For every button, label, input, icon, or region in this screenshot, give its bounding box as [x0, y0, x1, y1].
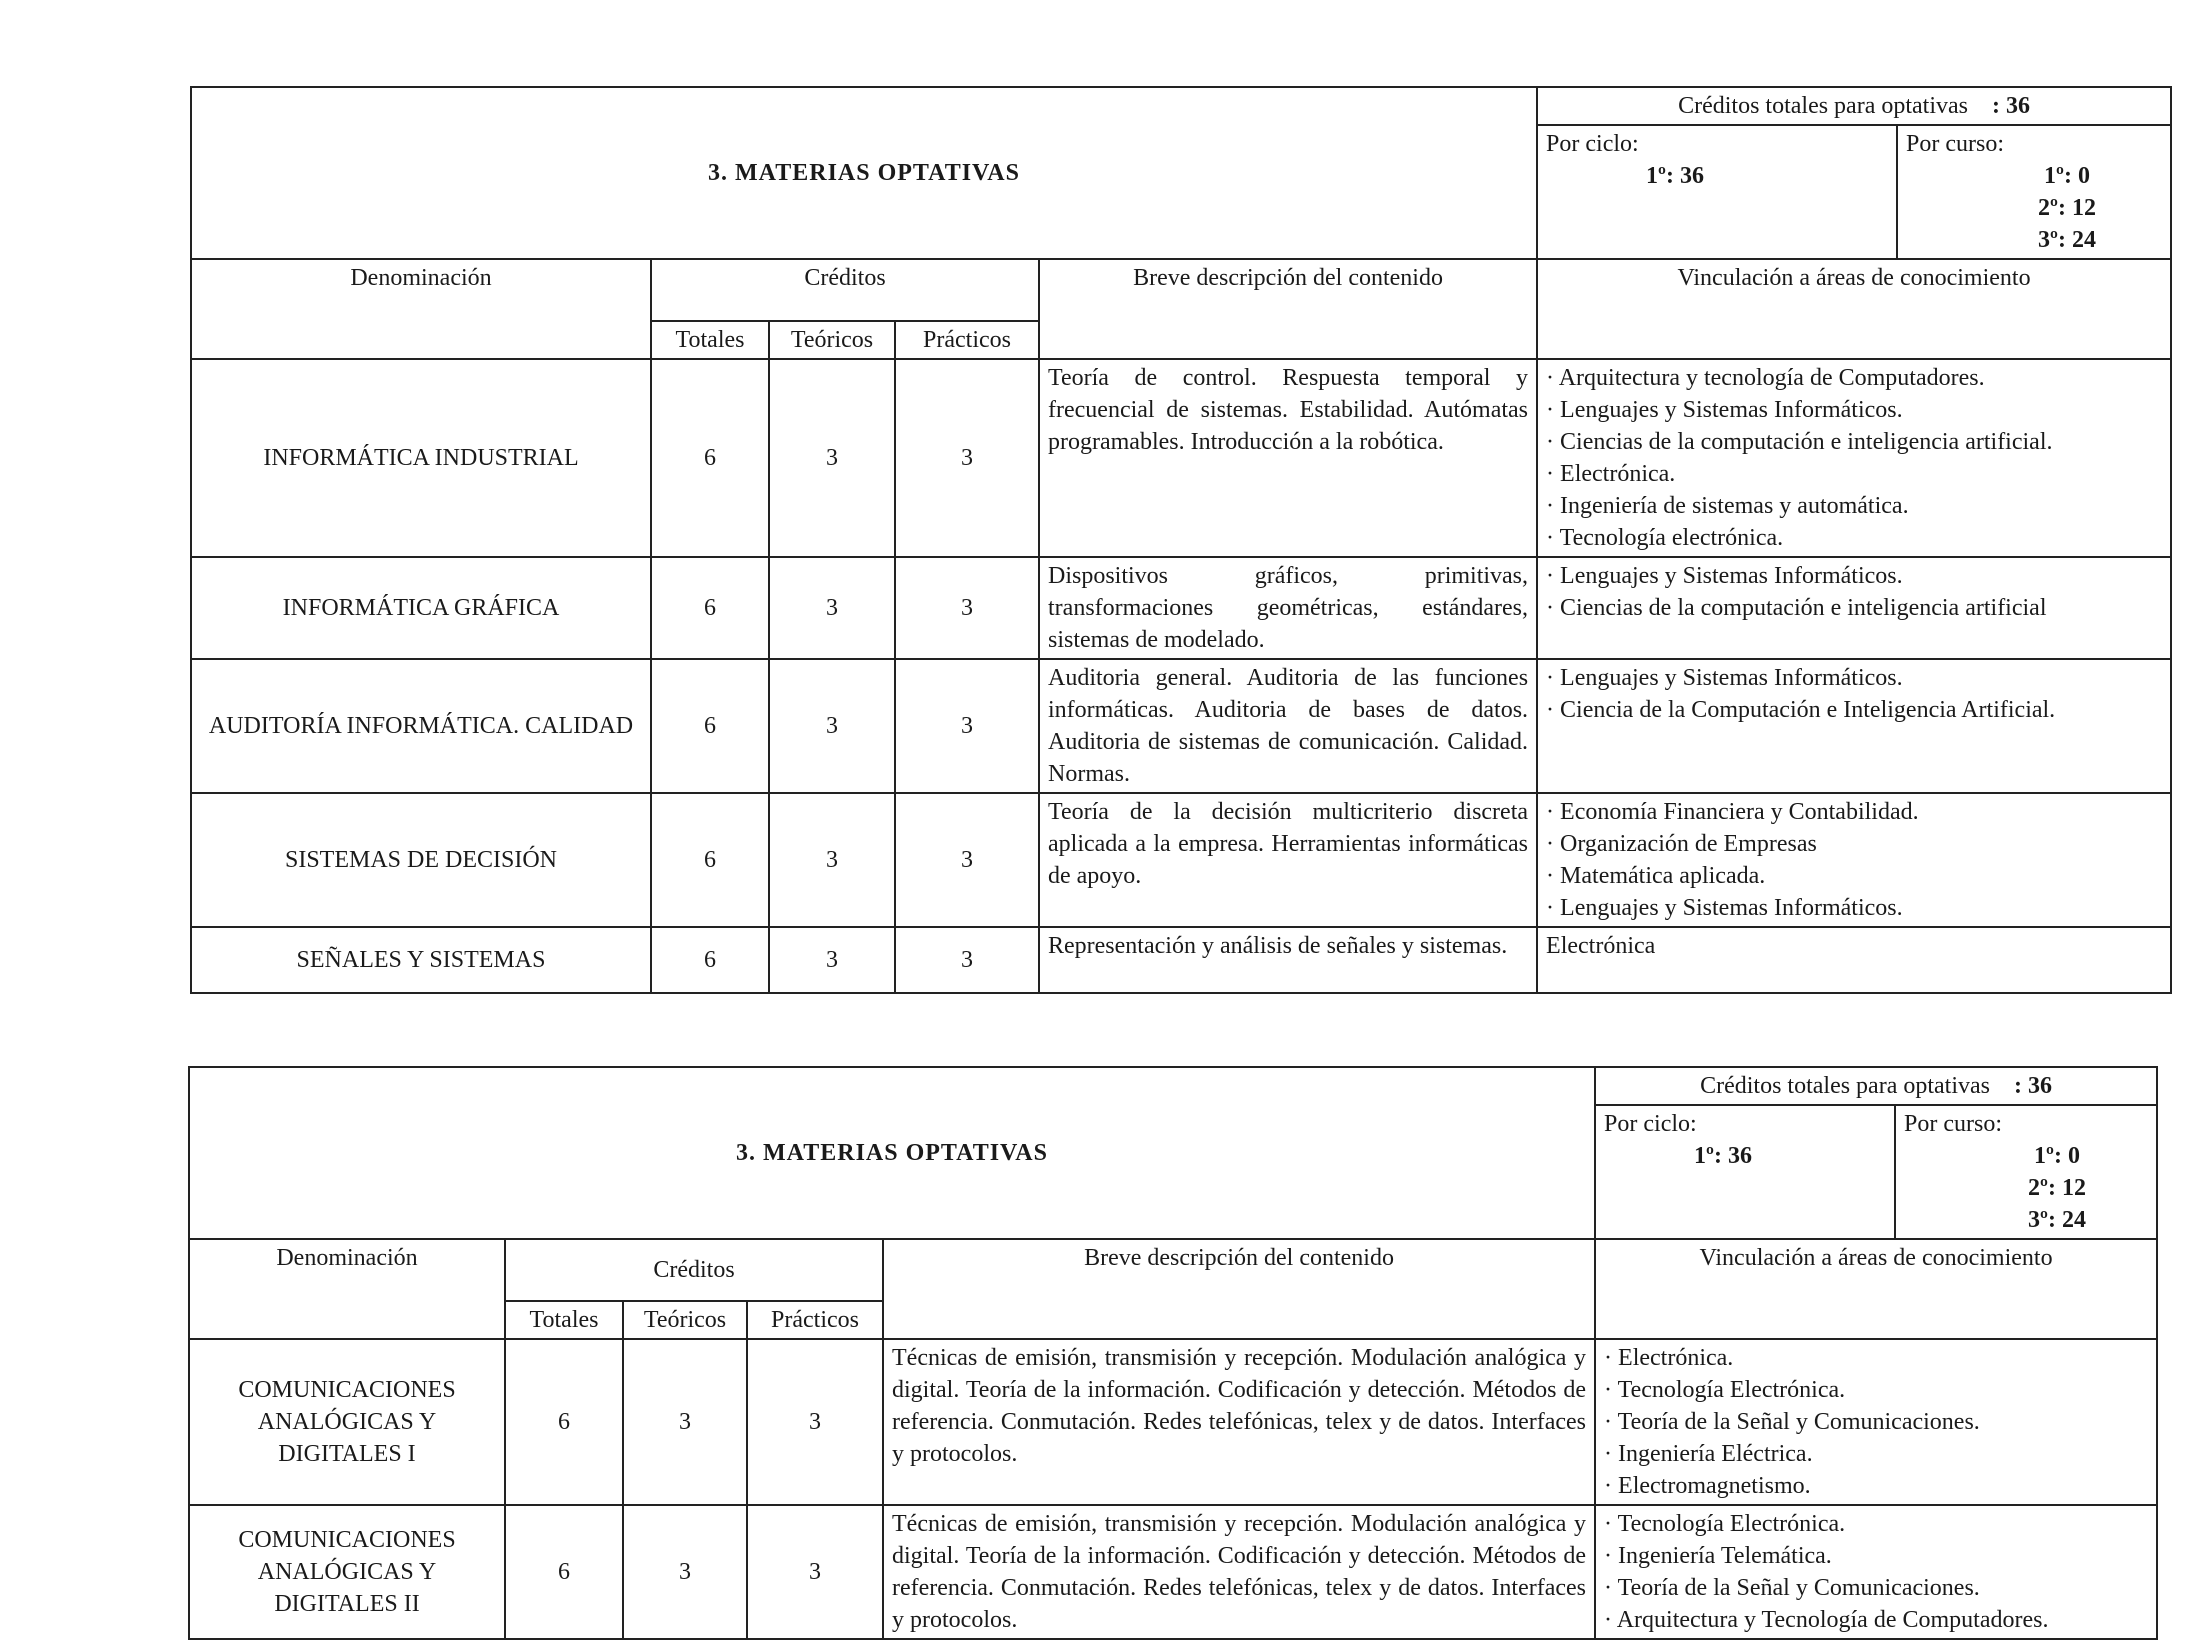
area-item: · Tecnología electrónica.: [1546, 522, 2162, 554]
header-practicos: Prácticos: [747, 1301, 883, 1339]
area-item: · Organización de Empresas: [1546, 828, 2162, 860]
subject-description: Técnicas de emisión, transmisión y recepción. Modulación analógica y digital. Teoría de la información. Codificación y detección. Métodos de referencia. Conmutación. Redes telefónicas, telex y de datos. Interfaces y protocolos.: [883, 1505, 1595, 1639]
header-vinculacion: Vinculación a áreas de conocimiento: [1595, 1239, 2157, 1339]
knowledge-areas: [1595, 1505, 2157, 1639]
subject-name: COMUNICACIONES ANALÓGICAS Y DIGITALES I: [189, 1339, 505, 1505]
header-totales: Totales: [505, 1301, 623, 1339]
credits-practicos: 3: [895, 793, 1039, 927]
area-item: · Ciencia de la Computación e Inteligencia Artificial.: [1546, 694, 2162, 726]
credits-totales: 6: [651, 659, 769, 793]
table-row: [191, 659, 2171, 793]
subject-name: INFORMÁTICA INDUSTRIAL: [191, 359, 651, 557]
credits-practicos: 3: [747, 1339, 883, 1505]
area-item: · Lenguajes y Sistemas Informáticos.: [1546, 560, 2162, 592]
section-title: 3. MATERIAS OPTATIVAS: [191, 87, 1537, 259]
header-teoricos: Teóricos: [769, 321, 895, 359]
credits-totales: 6: [651, 557, 769, 659]
area-item: · Tecnología Electrónica.: [1604, 1508, 2148, 1540]
credits-teoricos: 3: [769, 659, 895, 793]
subject-description: Representación y análisis de señales y sistemas.: [1039, 927, 1537, 993]
credits-practicos: 3: [895, 359, 1039, 557]
credits-teoricos: 3: [769, 793, 895, 927]
knowledge-areas: [1595, 1339, 2157, 1505]
optativas-table-1: [190, 86, 2172, 994]
optativas-table-2: [188, 1066, 2158, 1640]
table-row: [191, 359, 2171, 557]
section-title: 3. MATERIAS OPTATIVAS: [189, 1067, 1595, 1239]
area-item: · Ingeniería Telemática.: [1604, 1540, 2148, 1572]
credits-teoricos: 3: [769, 359, 895, 557]
table-row: [191, 557, 2171, 659]
area-item: · Ingeniería de sistemas y automática.: [1546, 490, 2162, 522]
credits-practicos: 3: [895, 659, 1039, 793]
area-item: · Teoría de la Señal y Comunicaciones.: [1604, 1572, 2148, 1604]
knowledge-areas: [1537, 659, 2171, 793]
area-item: · Lenguajes y Sistemas Informáticos.: [1546, 662, 2162, 694]
area-item: · Arquitectura y tecnología de Computadores.: [1546, 362, 2162, 394]
subject-description: Técnicas de emisión, transmisión y recepción. Modulación analógica y digital. Teoría de la información. Codificación y detección. Métodos de referencia. Conmutación. Redes telefónicas, telex y de datos. Interfaces y protocolos.: [883, 1339, 1595, 1505]
por-curso-3: 3º: 24: [2038, 227, 2096, 253]
subject-name: AUDITORÍA INFORMÁTICA. CALIDAD: [191, 659, 651, 793]
por-curso-label: Por curso:: [1904, 1111, 2003, 1137]
area-item: · Teoría de la Señal y Comunicaciones.: [1604, 1406, 2148, 1438]
por-ciclo-label: Por ciclo:: [1546, 131, 1639, 157]
credits-total-label: Créditos totales para optativas: [1678, 93, 1968, 119]
credits-totales: 6: [651, 927, 769, 993]
area-item: · Arquitectura y Tecnología de Computadores.: [1604, 1604, 2148, 1636]
header-totales: Totales: [651, 321, 769, 359]
subject-description: Teoría de la decisión multicriterio discreta aplicada a la empresa. Herramientas informáticas de apoyo.: [1039, 793, 1537, 927]
credits-teoricos: 3: [623, 1339, 747, 1505]
knowledge-areas: [1537, 793, 2171, 927]
area-item: · Electromagnetismo.: [1604, 1470, 2148, 1502]
area-item: · Lenguajes y Sistemas Informáticos.: [1546, 394, 2162, 426]
area-item: · Economía Financiera y Contabilidad.: [1546, 796, 2162, 828]
header-denominacion: Denominación: [191, 259, 651, 359]
por-ciclo-value: 1º: 36: [1694, 1143, 1752, 1169]
por-ciclo-value: 1º: 36: [1646, 163, 1704, 189]
credits-totales: 6: [505, 1339, 623, 1505]
por-curso-cell: [1897, 125, 2171, 259]
table-row: [189, 1339, 2157, 1505]
area-item: · Ciencias de la computación e inteligencia artificial: [1546, 592, 2162, 624]
area-item: · Ingeniería Eléctrica.: [1604, 1438, 2148, 1470]
por-curso-1: 1º: 0: [2034, 1143, 2080, 1169]
por-curso-cell: [1895, 1105, 2157, 1239]
credits-total: [1595, 1067, 2157, 1105]
subject-description: Dispositivos gráficos, primitivas, transformaciones geométricas, estándares, sistemas de modelado.: [1039, 557, 1537, 659]
credits-totales: 6: [651, 359, 769, 557]
subject-description: Auditoria general. Auditoria de las funciones informáticas. Auditoria de bases de datos. Auditoria de sistemas de comunicación. Calidad. Normas.: [1039, 659, 1537, 793]
header-descripcion: Breve descripción del contenido: [883, 1239, 1595, 1339]
header-teoricos: Teóricos: [623, 1301, 747, 1339]
knowledge-areas: Electrónica: [1537, 927, 2171, 993]
area-item: · Electrónica.: [1604, 1342, 2148, 1374]
knowledge-areas: [1537, 359, 2171, 557]
credits-teoricos: 3: [769, 557, 895, 659]
area-item: · Tecnología Electrónica.: [1604, 1374, 2148, 1406]
por-ciclo-cell: [1595, 1105, 1895, 1239]
credits-practicos: 3: [895, 557, 1039, 659]
area-item: · Matemática aplicada.: [1546, 860, 2162, 892]
credits-totales: 6: [651, 793, 769, 927]
credits-total: [1537, 87, 2171, 125]
subject-name: SEÑALES Y SISTEMAS: [191, 927, 651, 993]
table-row: [191, 793, 2171, 927]
subject-name: INFORMÁTICA GRÁFICA: [191, 557, 651, 659]
knowledge-areas: [1537, 557, 2171, 659]
table-row: [189, 1505, 2157, 1639]
header-vinculacion: Vinculación a áreas de conocimiento: [1537, 259, 2171, 359]
por-curso-1: 1º: 0: [2044, 163, 2090, 189]
header-practicos: Prácticos: [895, 321, 1039, 359]
header-denominacion: Denominación: [189, 1239, 505, 1339]
credits-totales: 6: [505, 1505, 623, 1639]
table-row: [191, 927, 2171, 993]
subject-description: Teoría de control. Respuesta temporal y frecuencial de sistemas. Estabilidad. Autómatas programables. Introducción a la robótica.: [1039, 359, 1537, 557]
credits-total-label: Créditos totales para optativas: [1700, 1073, 1990, 1099]
subject-name: COMUNICACIONES ANALÓGICAS Y DIGITALES II: [189, 1505, 505, 1639]
area-item: · Electrónica.: [1546, 458, 2162, 490]
subject-name: SISTEMAS DE DECISIÓN: [191, 793, 651, 927]
area-item: · Ciencias de la computación e inteligencia artificial.: [1546, 426, 2162, 458]
header-creditos: Créditos: [505, 1239, 883, 1301]
por-curso-label: Por curso:: [1906, 131, 2005, 157]
area-item: · Lenguajes y Sistemas Informáticos.: [1546, 892, 2162, 924]
credits-teoricos: 3: [623, 1505, 747, 1639]
por-curso-2: 2º: 12: [2028, 1175, 2086, 1201]
credits-total-value: : 36: [1992, 93, 2030, 119]
credits-total-value: : 36: [2014, 1073, 2052, 1099]
por-ciclo-label: Por ciclo:: [1604, 1111, 1697, 1137]
por-curso-3: 3º: 24: [2028, 1207, 2086, 1233]
credits-teoricos: 3: [769, 927, 895, 993]
header-descripcion: Breve descripción del contenido: [1039, 259, 1537, 359]
credits-practicos: 3: [747, 1505, 883, 1639]
credits-practicos: 3: [895, 927, 1039, 993]
por-ciclo-cell: [1537, 125, 1897, 259]
header-creditos: Créditos: [651, 259, 1039, 321]
por-curso-2: 2º: 12: [2038, 195, 2096, 221]
